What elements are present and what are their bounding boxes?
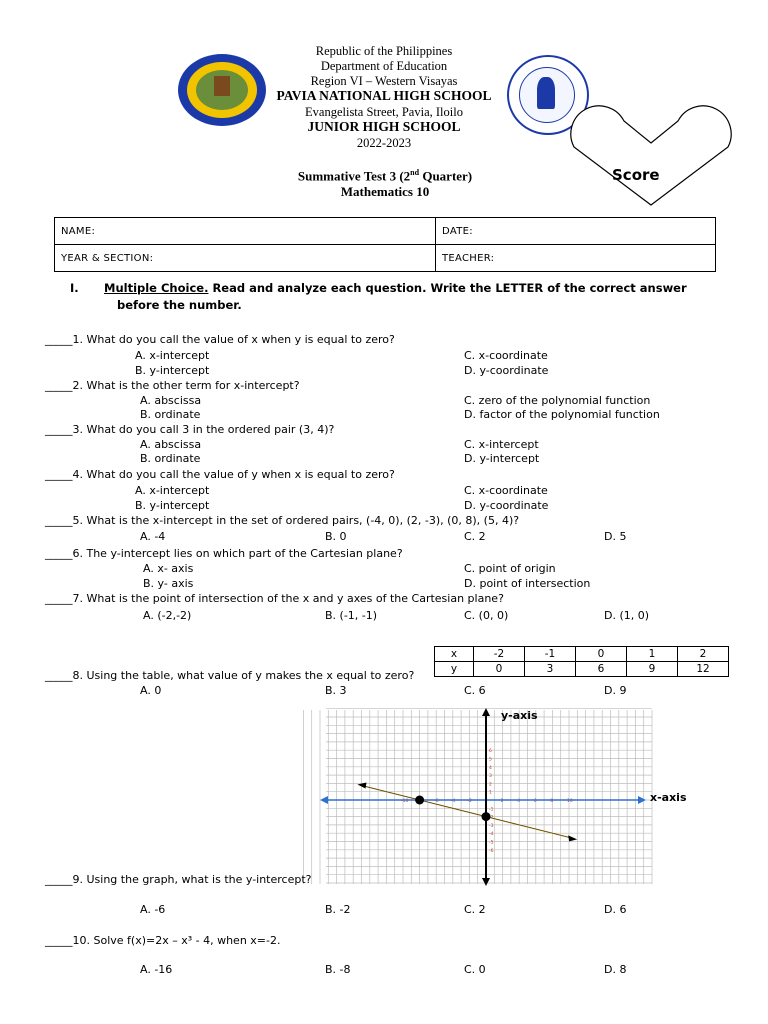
q6-option-c: C. point of origin bbox=[464, 562, 556, 575]
y-tick-label: -4 bbox=[489, 832, 494, 838]
q9-option-d: D. 6 bbox=[604, 903, 627, 916]
q10-option-a: A. -16 bbox=[140, 963, 173, 976]
q9-option-c: C. 2 bbox=[464, 903, 486, 916]
y-tick-label: -5 bbox=[489, 840, 494, 846]
header-line-republic: Republic of the Philippines bbox=[315, 44, 453, 58]
x-tick-label: 4 bbox=[517, 799, 521, 804]
q6-option-b: B. y- axis bbox=[143, 577, 194, 590]
instructions: Multiple Choice. Read and analyze each question. Write the LETTER of the correct answer bbox=[104, 281, 687, 295]
x-intercept-point bbox=[415, 796, 424, 805]
function-arrow-right bbox=[568, 835, 577, 841]
q7-option-c: C. (0, 0) bbox=[464, 609, 509, 622]
x-tick-label: -2 bbox=[467, 799, 472, 804]
xy-cell: x bbox=[435, 647, 474, 662]
q8-option-c: C. 6 bbox=[464, 684, 486, 697]
q1-option-c: C. x-coordinate bbox=[464, 349, 548, 362]
name-field[interactable]: NAME: bbox=[55, 218, 436, 245]
test-subject: Mathematics 10 bbox=[340, 184, 430, 199]
q2-option-a: A. abscissa bbox=[140, 394, 202, 407]
xy-value-table bbox=[434, 646, 729, 677]
xy-cell: 12 bbox=[678, 662, 729, 677]
coordinate-graph bbox=[296, 706, 660, 888]
y-axis-label: y-axis bbox=[501, 709, 538, 722]
student-info-table bbox=[54, 217, 716, 272]
y-tick-label: -3 bbox=[489, 823, 494, 829]
header-line-deped: Department of Education bbox=[320, 59, 448, 73]
y-axis-arrow-down bbox=[482, 878, 490, 886]
q7-option-b: B. (-1, -1) bbox=[325, 609, 378, 622]
q8-option-d: D. 9 bbox=[604, 684, 627, 697]
q5-option-a: A. -4 bbox=[140, 530, 166, 543]
q8-option-b: B. 3 bbox=[325, 684, 347, 697]
x-tick-label: 10 bbox=[567, 799, 573, 804]
question-5: _____5. What is the x-intercept in the set of ordered pairs, (-4, 0), (2, -3), (0, 8), (5, 4)? bbox=[45, 514, 520, 527]
y-intercept-point bbox=[482, 812, 491, 821]
score-label: Score bbox=[612, 166, 660, 184]
y-axis-arrow-up bbox=[482, 708, 490, 716]
q1-option-d: D. y-coordinate bbox=[464, 364, 549, 377]
xy-cell: 2 bbox=[678, 647, 729, 662]
graph-grid bbox=[303, 709, 652, 884]
y-tick-label: -6 bbox=[489, 848, 494, 854]
question-3: _____3. What do you call 3 in the ordered pair (3, 4)? bbox=[45, 423, 335, 436]
section-numeral: I. bbox=[70, 281, 79, 295]
question-4: _____4. What do you call the value of y when x is equal to zero? bbox=[45, 468, 395, 481]
y-tick-label: 3 bbox=[489, 774, 492, 780]
xy-cell: -2 bbox=[474, 647, 525, 662]
score-heart bbox=[564, 105, 738, 211]
q2-option-b: B. ordinate bbox=[140, 408, 201, 421]
y-tick-label: 4 bbox=[489, 765, 492, 771]
q4-option-c: C. x-coordinate bbox=[464, 484, 548, 497]
q5-option-d: D. 5 bbox=[604, 530, 627, 543]
header-level: JUNIOR HIGH SCHOOL bbox=[307, 119, 461, 134]
q5-option-b: B. 0 bbox=[325, 530, 347, 543]
q3-option-b: B. ordinate bbox=[140, 452, 201, 465]
q1-option-b: B. y-intercept bbox=[135, 364, 210, 377]
xy-cell: -1 bbox=[525, 647, 576, 662]
q5-option-c: C. 2 bbox=[464, 530, 486, 543]
teacher-field[interactable]: TEACHER: bbox=[436, 245, 716, 272]
year-section-field[interactable]: YEAR & SECTION: bbox=[55, 245, 436, 272]
q4-option-a: A. x-intercept bbox=[135, 484, 210, 497]
xy-cell: 0 bbox=[576, 647, 627, 662]
question-10: _____10. Solve f(x)=2x – x³ - 4, when x=-2. bbox=[45, 934, 281, 947]
header-address: Evangelista Street, Pavia, Iloilo bbox=[305, 105, 463, 119]
q4-option-b: B. y-intercept bbox=[135, 499, 210, 512]
q4-option-d: D. y-coordinate bbox=[464, 499, 549, 512]
instructions-line-2: before the number. bbox=[117, 298, 242, 312]
y-tick-label: 1 bbox=[489, 790, 492, 796]
q7-option-d: D. (1, 0) bbox=[604, 609, 650, 622]
q2-option-d: D. factor of the polynomial function bbox=[464, 408, 660, 421]
x-tick-label: 2 bbox=[500, 799, 504, 804]
q9-option-a: A. -6 bbox=[140, 903, 166, 916]
q10-option-c: C. 0 bbox=[464, 963, 486, 976]
header-school-name: PAVIA NATIONAL HIGH SCHOOL bbox=[276, 88, 492, 103]
q9-option-b: B. -2 bbox=[325, 903, 351, 916]
x-tick-label: -6 bbox=[434, 799, 439, 804]
question-7: _____7. What is the point of intersection of the x and y axes of the Cartesian plane? bbox=[45, 592, 504, 605]
date-field[interactable]: DATE: bbox=[436, 218, 716, 245]
test-title: Summative Test 3 (2nd Quarter) bbox=[297, 168, 473, 184]
y-tick-label: 6 bbox=[489, 749, 492, 755]
x-axis-arrow-left bbox=[320, 796, 328, 804]
header-school-year: 2022-2023 bbox=[356, 136, 412, 150]
q6-option-d: D. point of intersection bbox=[464, 577, 591, 590]
xy-cell: 9 bbox=[627, 662, 678, 677]
header-line-region: Region VI – Western Visayas bbox=[310, 74, 458, 88]
y-tick-label: 2 bbox=[489, 782, 492, 788]
xy-cell: 1 bbox=[627, 647, 678, 662]
x-tick-label: 6 bbox=[533, 799, 537, 804]
xy-cell: 3 bbox=[525, 662, 576, 677]
x-tick-label: 8 bbox=[550, 799, 554, 804]
y-tick-label: 5 bbox=[489, 757, 492, 763]
xy-cell: 6 bbox=[576, 662, 627, 677]
question-8: _____8. Using the table, what value of y makes the x equal to zero? bbox=[45, 669, 415, 682]
function-line-overlay bbox=[362, 785, 574, 838]
q3-option-d: D. y-intercept bbox=[464, 452, 540, 465]
q6-option-a: A. x- axis bbox=[143, 562, 194, 575]
question-9: _____9. Using the graph, what is the y-intercept? bbox=[45, 873, 312, 886]
q7-option-a: A. (-2,-2) bbox=[143, 609, 192, 622]
q1-option-a: A. x-intercept bbox=[135, 349, 210, 362]
x-tick-label: -10 bbox=[401, 799, 409, 804]
x-axis-label: x-axis bbox=[650, 791, 687, 804]
q3-option-a: A. abscissa bbox=[140, 438, 202, 451]
q3-option-c: C. x-intercept bbox=[464, 438, 539, 451]
q10-option-d: D. 8 bbox=[604, 963, 627, 976]
q10-option-b: B. -8 bbox=[325, 963, 351, 976]
q8-option-a: A. 0 bbox=[140, 684, 162, 697]
y-tick-label: -1 bbox=[489, 807, 494, 813]
question-2: _____2. What is the other term for x-intercept? bbox=[45, 379, 300, 392]
x-tick-label: -4 bbox=[450, 799, 456, 804]
q2-option-c: C. zero of the polynomial function bbox=[464, 394, 651, 407]
xy-cell: y bbox=[435, 662, 474, 677]
xy-cell: 0 bbox=[474, 662, 525, 677]
x-axis-arrow-right bbox=[638, 796, 646, 804]
question-1: _____1. What do you call the value of x when y is equal to zero? bbox=[45, 333, 395, 346]
question-6: _____6. The y-intercept lies on which part of the Cartesian plane? bbox=[45, 547, 403, 560]
